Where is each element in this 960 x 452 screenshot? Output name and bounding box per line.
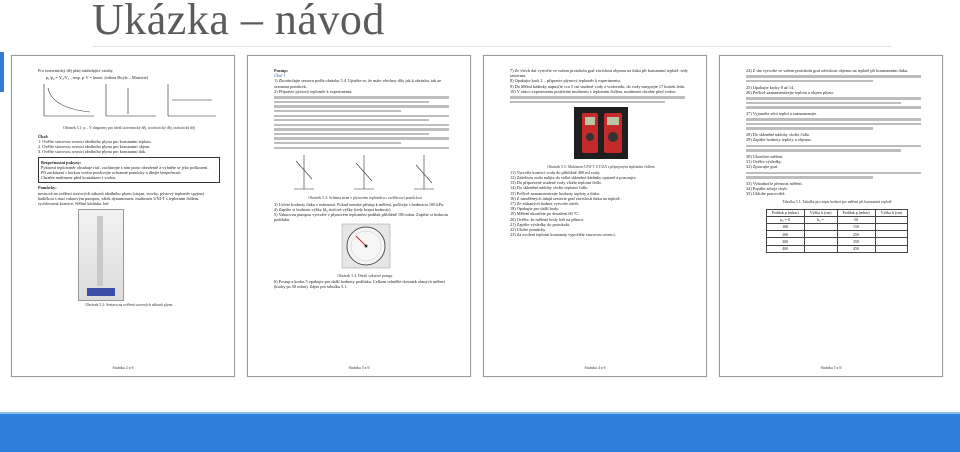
table-cell: p₀ = 0 [766, 216, 804, 223]
step-item: 3) Určete hodnoty tlaku v místnosti. Pokud nemáte přístup k měření, počítejte s hodnotou 100 kPa. [274, 201, 444, 207]
step-item: 11) Vytvořte konvicí vodu do přibližně 400 ml vody. [510, 169, 601, 175]
step-item: 10) V rámci experimentu používáte multimetr s teplotním čidlem, multimetr chraňte před vodou. [510, 88, 677, 94]
safety-box [38, 157, 220, 184]
measurement-table [766, 209, 909, 253]
table-header: Podtlak p (mbar) [837, 209, 875, 216]
step-item: 31) Ověřte výsledky. [746, 158, 782, 164]
table-cell [804, 231, 837, 238]
step-item: 25) Opakujte kroky 8 až 14. [746, 84, 795, 90]
task-item: 3. Ověřte stavovou rovnici ideálního plynu pro konstantní tlak. [38, 149, 147, 155]
step-item: 32) Zpracujte graf. [746, 164, 779, 170]
step-item: 23) Za zvolení teplotní konstanty vypočtěte stavovou rovnici. [510, 232, 616, 238]
step-item: 13) Do připravené studené vody vložte teplotní čidlo. [510, 180, 602, 186]
photo-caption: Obrázek 5.5: Multimetr UNI-T UT33A s připojeným teplotním čidlem [547, 164, 655, 169]
safety-item: Chraňte multimetr před kontaktem s vodou. [41, 175, 117, 181]
table-row [766, 223, 908, 230]
step-item: 4) Zapište si hodnotu výšky hl₀ rtuťové výšky (tedy krajní hodnoty). [274, 206, 392, 212]
table-cell: 100 [766, 223, 804, 230]
step-item: 35) Uklidte pracoviště. [746, 191, 786, 197]
table-header: Výška h (cm) [875, 209, 908, 216]
table-cell [875, 245, 908, 252]
slide-title: Ukázka – návod [92, 0, 385, 44]
step-item: 21) Zapište výsledky do protokolu. [510, 221, 571, 227]
step-item: 19) Měření ukončete po dosažení 60 °C. [510, 211, 580, 217]
step-item: 28) Do skleněné nádoby vložte čidlo. [746, 132, 811, 137]
page-number: Stránka 4 z 6 [584, 365, 606, 370]
safety-item: Pyknová teplotoměr obsahuje rtuť, zacházejte s ním proto obezřetně a vyhněte se jeho poškození. [41, 164, 209, 170]
step-item: 20) Ověřte, že měřené body leží na přímce. [510, 216, 585, 222]
page-number: Stránka 2 z 6 [112, 365, 134, 370]
table-cell: 200 [766, 231, 804, 238]
document-page-4 [483, 55, 707, 377]
apparatus-photo [78, 209, 124, 301]
step-item: 30) Ukončete měření. [746, 153, 784, 159]
step-item: 18) Opakujte pro další body. [510, 206, 560, 212]
table-cell: 150 [837, 223, 875, 230]
table-cell: 50 [837, 216, 875, 223]
safety-item: Při zacházení s horkou vodou používejte ochranné pomůcky a dbejte bezpečnosti. [41, 170, 182, 176]
table-cell [804, 223, 837, 230]
table-cell: 300 [766, 238, 804, 245]
step-item: 5) Vakuovou pumpou vytvořte v plynovém teploměru podtlak přibližně 100 mbar. Zapište si hodnotu podtlaku. [274, 211, 448, 223]
thermometer-schematic [274, 151, 456, 193]
photo-caption: Obrázek 5.2: Sestava na ověření stavových zákonů plynu [85, 303, 173, 308]
step-item: 9) Do 600ml kádinky napusťte cca 5 cm studené vody z vodovodu, do vody nasypejte 17 kostek ledu. [510, 83, 685, 89]
step-item: 33) Vyhodnoťte přesnost měření. [746, 180, 803, 186]
step-item: 12) Zaležitou vodu nalijte do velké skleněné kádinky opatrně a pozorujte. [510, 174, 637, 180]
step-item: 27) Vyjasněte sérii teplot a zaznamenejte. [746, 110, 818, 116]
table-cell [804, 245, 837, 252]
step-item: 26) Pečlivě zaznamenávejte teplotu a objem plynu. [746, 89, 834, 95]
step-item: 6) Postup z kroku 5 opakujte pro další hodnoty podtlaku. Celkem odměřte dostatek různých měření (kroky po 50 mbar). Zápis pro tabulku 5.1. [274, 278, 445, 289]
document-page-3 [247, 55, 471, 377]
task-item: 1. Ověřte stavovou rovnici ideálního plynu pro konstantní teplotu. [38, 139, 152, 145]
aids-text: nestrová na ověření stavových zákonů ideálního plynu (stojan, svorky, pýstový teploměr spojený hadičkou s rtutí vakuovým pumpou, válek dynamometr, multimetr UNI-T s teplotním čidlem, rychlovarná konvice, 600ml kádinka, led [38, 190, 205, 207]
step-item: 15) Pečlivě zaznamenávejte hodnoty teploty a tlaku. [510, 190, 600, 196]
table-row [766, 216, 908, 223]
intro-text: Pro izotermický děj platí následující vztahy [38, 68, 113, 73]
step-item: 24) Z dat vytvořte ve vašem protokolu graf závislosti objemu na teplotě při konstantním tlaku. [746, 68, 909, 73]
table-cell [875, 223, 908, 230]
formula: p₁/p₂ = V₂/V₁ , resp. p·V = konst. (zákon Boyle – Mariotte) [46, 75, 149, 81]
table-row [766, 238, 908, 245]
task-subheading: Úkol 1 [274, 73, 286, 79]
step-item: 14) Do skleněné nádoby vložte teplotní čidlo. [510, 185, 589, 191]
step-item: 16) Z naměřených údajů sestavte graf závislosti tlaku na teplotě. [510, 195, 621, 201]
step-item: 17) Ze získaných hodnot vytvořte závěr. [510, 200, 580, 206]
table-cell [875, 238, 908, 245]
figure-caption: Obrázek 5.1: p – V diagramy pro ideál izotermický děj, izochorický děj, izobarický děj [62, 125, 196, 130]
page-number: Stránka 5 z 6 [820, 365, 842, 370]
left-accent-bar [0, 52, 4, 92]
document-page-2 [11, 55, 235, 377]
task-item: 2. Ověřte stavovou rovnici ideálního plynu pro konstantní objem. [38, 144, 151, 150]
vacuum-gauge-photo [274, 222, 456, 270]
table-cell [875, 216, 908, 223]
figure-caption: Obrázek 5.3: Schéma stran v plynovém teploměru s rozlišovací pomůckou [308, 196, 422, 201]
procedure-heading: Postup: [274, 68, 289, 73]
footer-bar [0, 414, 960, 452]
table-cell: h₀ = [804, 216, 837, 223]
step-item: 7) Ze všech dat vytvořte ve vašem protokolu graf závislosti objemu na tlaku při konstantní teplotě, tedy izotermu. [510, 68, 688, 79]
table-cell [875, 231, 908, 238]
table-caption: Tabulka 5.1: Tabulka pro zápis hodnot pro měření při konstantní teplotě [782, 200, 892, 205]
aids-heading: Pomůcky: [38, 185, 57, 191]
page-number: Stránka 3 z 6 [348, 365, 370, 370]
step-item: 22) Uložte pomůcky. [510, 227, 547, 232]
title-divider [92, 46, 892, 47]
tasks-heading: Úkol: [38, 133, 49, 139]
table-cell: 250 [837, 231, 875, 238]
table-header: Výška h (cm) [804, 209, 837, 216]
table-row [766, 231, 908, 238]
table-cell: 350 [837, 238, 875, 245]
multimeter-photo [510, 105, 692, 161]
step-item: 1) Zkontrolujte sestavu podle obrázku 5.4. Ujistěte se, že máte všechny díly jak k obrázku, tak ze seznamu pomůcek. [274, 78, 442, 89]
step-item: 8) Opakujte krok 2 – připravte plynový teploměr k experimentu. [510, 78, 621, 84]
table-cell: 450 [837, 245, 875, 252]
step-item: 29) Zapište hodnoty teploty a objemu. [746, 137, 812, 143]
table-cell [804, 238, 837, 245]
pv-diagrams [38, 82, 220, 122]
step-item: 34) Popište zdroje chyb. [746, 185, 788, 191]
gauge-caption: Obrázek 5.4: Detail vakuové pumpy [337, 273, 393, 278]
table-cell: 400 [766, 245, 804, 252]
safety-heading: Bezpečnostní pokyny: [41, 159, 82, 165]
table-header: Podtlak p (mbar) [766, 209, 804, 216]
step-item: 2) Připravte pýstový teploměr k experimentu: [274, 88, 353, 94]
table-row [766, 245, 908, 252]
document-page-5 [719, 55, 943, 377]
